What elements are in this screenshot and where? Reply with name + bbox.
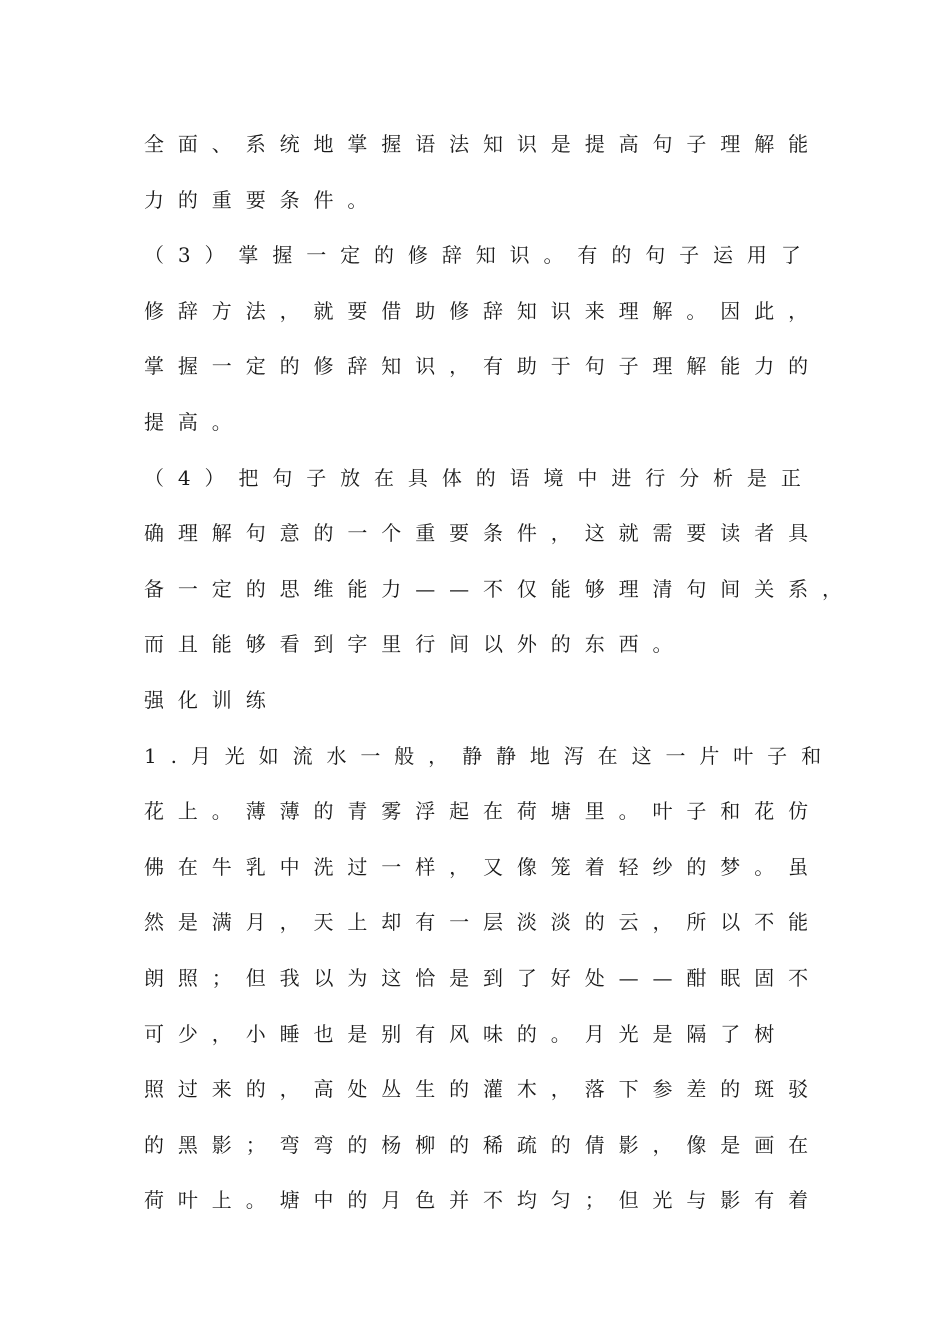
text-line: 荷叶上。塘中的月色并不均匀；但光与影有着 bbox=[144, 1188, 822, 1213]
text-line: 备一定的思维能力——不仅能够理清句间关系， bbox=[144, 576, 856, 601]
text-line: 照过来的，高处丛生的灌木，落下参差的斑驳 bbox=[144, 1077, 822, 1102]
text-line: （4）把句子放在具体的语境中进行分析是正 bbox=[144, 465, 815, 490]
text-line: 掌握一定的修辞知识，有助于句子理解能力的 bbox=[144, 354, 822, 379]
text-line: 提高。 bbox=[144, 409, 246, 434]
text-line: 佛在牛乳中洗过一样，又像笼着轻纱的梦。虽 bbox=[144, 854, 822, 879]
section-heading: 强化训练 bbox=[144, 687, 280, 712]
text-line: 花上。薄薄的青雾浮起在荷塘里。叶子和花仿 bbox=[144, 799, 822, 824]
text-line: 力的重要条件。 bbox=[144, 187, 382, 212]
text-line: 可少，小睡也是别有风味的。月光是隔了树 bbox=[144, 1021, 789, 1046]
text-line: 的黑影；弯弯的杨柳的稀疏的倩影，像是画在 bbox=[144, 1132, 822, 1157]
text-line: 然是满月，天上却有一层淡淡的云，所以不能 bbox=[144, 910, 822, 935]
text-line: 全面、系统地掌握语法知识是提高句子理解能 bbox=[144, 132, 822, 156]
text-line: 而且能够看到字里行间以外的东西。 bbox=[144, 632, 687, 657]
text-line: 确理解句意的一个重要条件，这就需要读者具 bbox=[144, 521, 822, 546]
text-line: （3）掌握一定的修辞知识。有的句子运用了 bbox=[144, 243, 815, 268]
text-line: 修辞方法，就要借助修辞知识来理解。因此， bbox=[144, 298, 822, 323]
text-line: 朗照；但我以为这恰是到了好处——酣眠固不 bbox=[144, 965, 822, 990]
body-text bbox=[144, 124, 924, 1236]
text-line: 1.月光如流水一般，静静地泻在这一片叶子和 bbox=[144, 743, 835, 768]
